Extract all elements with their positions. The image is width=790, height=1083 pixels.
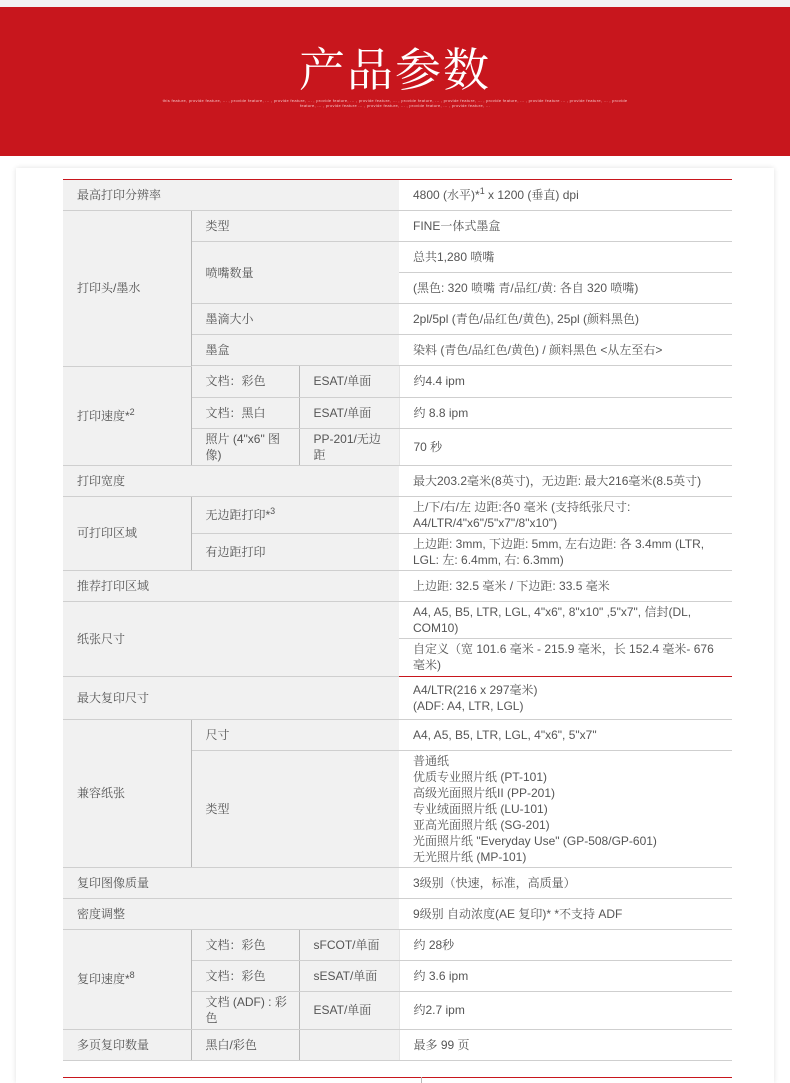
copy-speed-item: 文档 (ADF) : 彩色 [191,991,299,1029]
borderless-value: 上/下/右/左 边距:各0 毫米 (支持纸张尺寸: A4/LTR/4"x6"/5"x7"/8"x10") [399,496,732,533]
row-density [63,898,732,929]
cartridge-label: 墨盒 [191,335,399,366]
paper-type-item: 普通纸 [413,753,450,768]
nozzles-detail-value: (黑色: 320 喷嘴 青/品红/黄: 各自 320 喷嘴) [399,273,732,304]
next-table-column-divider [421,1077,422,1083]
row-print-head-type [63,211,732,242]
copy-speed-mode: ESAT/单面 [299,991,399,1029]
max-copy-size-label: 最大复印尺寸 [63,676,399,719]
next-table-top-border [63,1077,732,1078]
paper-type-item: 优质专业照片纸 (PT-101) [413,769,548,784]
copy-speed-value: 约 3.6 ipm [399,960,732,991]
print-speed-item: 文档：彩色 [191,366,299,397]
print-head-type-label: 类型 [191,211,399,242]
print-head-label: 打印头/墨水 [63,211,191,367]
row-print-width [63,465,732,496]
copy-speed-mode: sESAT/单面 [299,960,399,991]
compatible-size-value: A4, A5, B5, LTR, LGL, 4"x6", 5"x7" [399,719,732,750]
paper-size-value-1: A4, A5, B5, LTR, LGL, 4"x6", 8"x10" ,5"x7", 信封(DL, COM10) [399,601,732,638]
copy-quality-label: 复印图像质量 [63,867,399,898]
copy-quality-value: 3级别（快速，标准，高质量） [399,867,732,898]
row-borderless [63,496,732,533]
paper-type-item: 无光照片纸 (MP-101) [413,849,527,864]
copy-speed-value: 约 28秒 [399,929,732,960]
copy-speed-mode: sFCOT/单面 [299,929,399,960]
droplet-label: 墨滴大小 [191,304,399,335]
compatible-size-label: 尺寸 [191,719,399,750]
nozzles-total-value: 总共1,280 喷嘴 [399,242,732,273]
print-width-label: 打印宽度 [63,465,399,496]
multi-copy-value: 最多 99 页 [399,1029,732,1060]
paper-size-value-2: 自定义（宽 101.6 毫米 - 215.9 毫米，长 152.4 毫米- 676 毫米) [399,638,732,676]
paper-type-item: 高级光面照片纸II (PP-201) [413,785,556,800]
header-banner [0,0,790,156]
print-speed-item: 照片 (4"x6" 图像) [191,428,299,465]
print-speed-mode: PP-201/无边距 [299,428,399,465]
paper-size-label: 纸张尺寸 [63,601,399,676]
bordered-value: 上边距: 3mm, 下边距: 5mm, 左右边距: 各 3.4mm (LTR, LGL: 左: 6.4mm, 右: 6.3mm) [399,533,732,570]
compatible-types-list [399,750,732,867]
row-recommended-area [63,570,732,601]
copy-speed-item: 文档：彩色 [191,929,299,960]
row-paper-size-1 [63,601,732,638]
borderless-label: 无边距打印*$^3$ [191,496,399,533]
recommended-area-value: 上边距: 32.5 毫米 / 下边距: 33.5 毫米 [399,570,732,601]
copy-speed-item: 文档：彩色 [191,960,299,991]
print-speed-value: 70 秒 [399,428,732,465]
print-speed-mode: ESAT/单面 [299,397,399,428]
droplet-value: 2pl/5pl (青色/品红色/黄色), 25pl (颜料黑色) [399,304,732,335]
row-max-resolution [63,180,732,211]
max-resolution-label: 最高打印分辨率 [63,180,399,211]
banner-subtitle: this feature, provide feature, ... , provide feature, ... , provide feature, ... , provide feature, ... , provide feature, ... , provide feature, ... , provide feature, ... , provide feature, ... , provide feature ... , provide feature, ... , provide feature, ... , provide feature ... , provide feature, ... , provide feature, ... , provide feature, ... [162,98,628,108]
paper-type-item: 亚高光面照片纸 (SG-201) [413,817,550,832]
print-speed-label: 打印速度*$^2$ [63,366,191,465]
page-title: 产品参数 [299,43,491,97]
paper-type-item: 专业绒面照片纸 (LU-101) [413,801,548,816]
print-speed-item: 文档：黑白 [191,397,299,428]
nozzles-label: 喷嘴数量 [191,242,399,304]
compatible-type-label: 类型 [191,750,399,867]
copy-speed-value: 约2.7 ipm [399,991,732,1029]
compatible-paper-label: 兼容纸张 [63,719,191,867]
print-head-type-value: FINE一体式墨盒 [399,211,732,242]
cartridge-value: 染料 (青色/品红色/黄色) / 颜料黑色 <从左至右> [399,335,732,366]
recommended-area-label: 推荐打印区域 [63,570,399,601]
row-multi-copy [63,1029,732,1060]
max-resolution-value: 4800 (水平)*$^1$ x 1200 (垂直) dpi [399,180,732,211]
paper-type-item: 光面照片纸 "Everyday Use" (GP-508/GP-601) [413,833,657,848]
printable-area-label: 可打印区域 [63,496,191,570]
copy-speed-label: 复印速度*$^8$ [63,929,191,1029]
row-max-copy-size [63,676,732,719]
bordered-label: 有边距打印 [191,533,399,570]
density-value: 9级别 自动浓度(AE 复印)* *不支持 ADF [399,898,732,929]
multi-copy-item: 黑白/彩色 [191,1029,299,1060]
row-copy-quality [63,867,732,898]
print-speed-value: 约4.4 ipm [399,366,732,397]
multi-copy-mode [299,1029,399,1060]
print-speed-mode: ESAT/单面 [299,366,399,397]
density-label: 密度调整 [63,898,399,929]
print-speed-value: 约 8.8 ipm [399,397,732,428]
row-print-speed-color [63,366,732,397]
multi-copy-label: 多页复印数量 [63,1029,191,1060]
spec-table [63,179,732,1061]
print-width-value: 最大203.2毫米(8英寸)，无边距: 最大216毫米(8.5英寸) [399,465,732,496]
max-copy-size-value: A4/LTR(216 x 297毫米) (ADF: A4, LTR, LGL) [399,676,732,719]
row-compatible-size [63,719,732,750]
row-copy-speed-1 [63,929,732,960]
banner-top-strip [0,0,790,7]
